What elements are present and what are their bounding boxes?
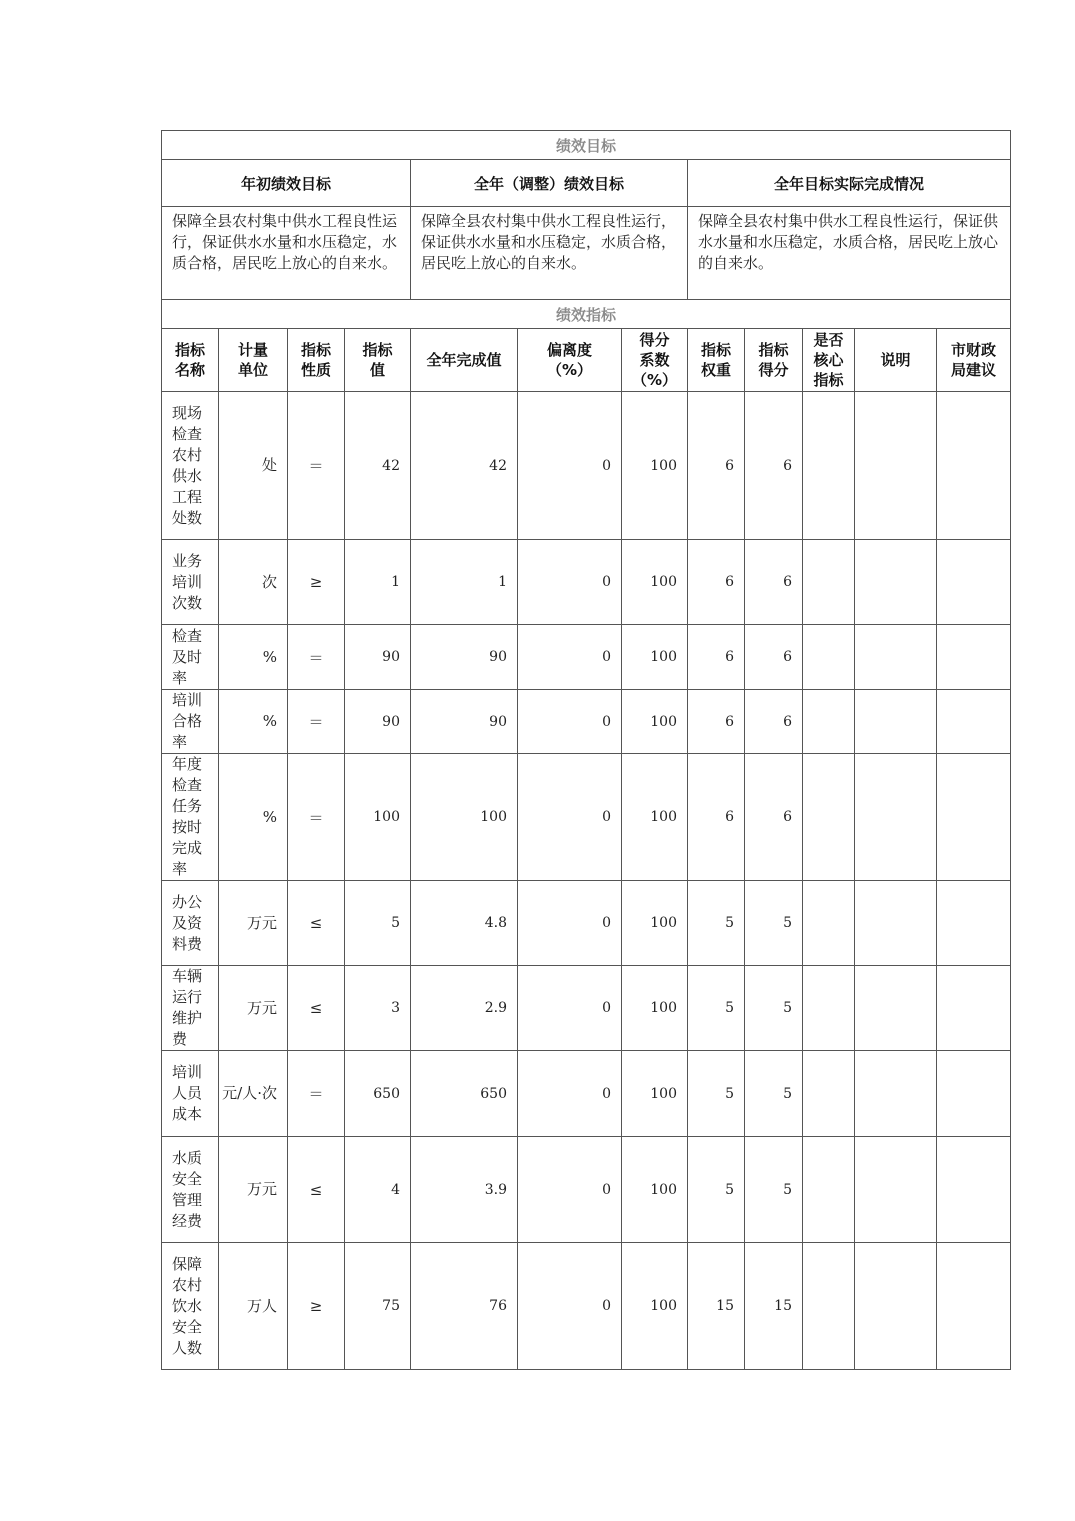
nature-cell: ≤ [288,1137,345,1243]
core-indicator-cell [803,1243,855,1370]
table-row [162,690,1011,754]
column-header-line: 是否 [813,331,844,349]
unit-cell: % [219,690,288,754]
target-value-cell: 90 [345,625,411,690]
score-cell: 6 [745,690,803,754]
target-value-cell: 650 [345,1051,411,1137]
coefficient-cell: 100 [622,392,688,540]
actual-value-cell: 90 [411,690,518,754]
note-cell [855,392,937,540]
indicator-name: 现场检查农村供水工程处数 [162,392,219,540]
column-header-line: 全年完成值 [426,351,502,369]
indicator-name: 车辆运行维护费 [162,966,219,1051]
advice-cell [937,690,1011,754]
nature-cell: ＝ [288,625,345,690]
advice-cell [937,1137,1011,1243]
core-indicator-cell [803,754,855,881]
note-cell [855,1051,937,1137]
column-header-line: 名称 [174,361,205,379]
score-cell: 5 [745,1051,803,1137]
advice-cell [937,754,1011,881]
section-title-indicators: 绩效指标 [162,300,1011,329]
column-header [288,329,345,392]
column-header [745,329,803,392]
nature-cell: ≥ [288,540,345,625]
score-cell: 6 [745,540,803,625]
column-header-line: （%） [631,371,678,389]
indicator-name: 培训人员成本 [162,1051,219,1137]
table-row [162,1051,1011,1137]
weight-cell: 6 [688,540,745,625]
column-header-line: 偏离度 [546,341,592,359]
indicator-name: 保障农村饮水安全人数 [162,1243,219,1370]
column-header-line: 单位 [237,361,268,379]
column-header-line: 权重 [700,361,731,379]
actual-value-cell: 90 [411,625,518,690]
target-value-cell: 75 [345,1243,411,1370]
table-row [162,1137,1011,1243]
unit-cell: 万元 [219,881,288,966]
nature-cell: ≤ [288,881,345,966]
column-header [411,329,518,392]
indicator-name: 培训合格率 [162,690,219,754]
target-value-cell: 4 [345,1137,411,1243]
indicator-name: 办公及资料费 [162,881,219,966]
column-header-line: 说明 [880,351,911,369]
actual-value-cell: 4.8 [411,881,518,966]
coefficient-cell: 100 [622,540,688,625]
column-header-line: 指标 [300,341,331,359]
target-value-cell: 42 [345,392,411,540]
column-header-line: 市财政 [951,341,997,359]
weight-cell: 6 [688,392,745,540]
actual-value-cell: 650 [411,1051,518,1137]
nature-cell: ＝ [288,1051,345,1137]
unit-cell: 万元 [219,1137,288,1243]
column-header [688,329,745,392]
indicator-name: 检查及时率 [162,625,219,690]
core-indicator-cell [803,625,855,690]
coefficient-cell: 100 [622,690,688,754]
score-cell: 5 [745,1137,803,1243]
coefficient-cell: 100 [622,625,688,690]
column-header-line: 得分 [639,331,670,349]
nature-cell: ＝ [288,754,345,881]
column-header-line: 系数 [639,351,670,369]
coefficient-cell: 100 [622,1243,688,1370]
column-header-line: 指标 [758,341,789,359]
score-cell: 5 [745,966,803,1051]
coefficient-cell: 100 [622,1137,688,1243]
column-header [518,329,622,392]
table-row [162,1243,1011,1370]
indicator-name: 业务培训次数 [162,540,219,625]
core-indicator-cell [803,1137,855,1243]
deviation-cell: 0 [518,690,622,754]
weight-cell: 6 [688,754,745,881]
deviation-cell: 0 [518,1243,622,1370]
weight-cell: 6 [688,625,745,690]
column-header-line: 值 [369,361,385,379]
column-header [345,329,411,392]
note-cell [855,754,937,881]
unit-cell: 元/人·次 [219,1051,288,1137]
deviation-cell: 0 [518,966,622,1051]
note-cell [855,1243,937,1370]
performance-table [161,130,1011,1370]
column-header [937,329,1011,392]
actual-value-cell: 3.9 [411,1137,518,1243]
deviation-cell: 0 [518,754,622,881]
goal-header-initial: 年初绩效目标 [162,160,411,207]
note-cell [855,690,937,754]
target-value-cell: 3 [345,966,411,1051]
deviation-cell: 0 [518,1137,622,1243]
indicator-name: 水质安全管理经费 [162,1137,219,1243]
column-header [855,329,937,392]
deviation-cell: 0 [518,540,622,625]
advice-cell [937,966,1011,1051]
column-header-line: （%） [546,361,593,379]
unit-cell: 万元 [219,966,288,1051]
column-header-line: 计量 [237,341,268,359]
note-cell [855,540,937,625]
column-header-line: 核心 [813,351,844,369]
weight-cell: 5 [688,881,745,966]
target-value-cell: 90 [345,690,411,754]
table-row [162,881,1011,966]
column-header [803,329,855,392]
nature-cell: ＝ [288,690,345,754]
section-title-goals: 绩效目标 [162,131,1011,160]
core-indicator-cell [803,690,855,754]
unit-cell: 处 [219,392,288,540]
column-header-line: 指标 [813,371,844,389]
column-header-line: 指标 [362,341,393,359]
weight-cell: 6 [688,690,745,754]
goal-header-actual: 全年目标实际完成情况 [688,160,1011,207]
core-indicator-cell [803,1051,855,1137]
table-row [162,625,1011,690]
advice-cell [937,881,1011,966]
weight-cell: 15 [688,1243,745,1370]
nature-cell: ＝ [288,392,345,540]
table-row [162,540,1011,625]
note-cell [855,881,937,966]
coefficient-cell: 100 [622,754,688,881]
weight-cell: 5 [688,966,745,1051]
indicator-name: 年度检查任务按时完成率 [162,754,219,881]
score-cell: 6 [745,754,803,881]
actual-value-cell: 1 [411,540,518,625]
column-header [622,329,688,392]
score-cell: 15 [745,1243,803,1370]
score-cell: 6 [745,392,803,540]
core-indicator-cell [803,540,855,625]
table-row [162,966,1011,1051]
unit-cell: % [219,754,288,881]
column-header-row [162,329,1011,392]
coefficient-cell: 100 [622,966,688,1051]
coefficient-cell: 100 [622,1051,688,1137]
deviation-cell: 0 [518,1051,622,1137]
advice-cell [937,1051,1011,1137]
weight-cell: 5 [688,1051,745,1137]
core-indicator-cell [803,392,855,540]
nature-cell: ≤ [288,966,345,1051]
actual-value-cell: 76 [411,1243,518,1370]
goal-header-adjusted: 全年（调整）绩效目标 [411,160,688,207]
note-cell [855,1137,937,1243]
core-indicator-cell [803,881,855,966]
score-cell: 6 [745,625,803,690]
deviation-cell: 0 [518,625,622,690]
column-header [162,329,219,392]
actual-value-cell: 100 [411,754,518,881]
note-cell [855,966,937,1051]
goal-text-initial: 保障全县农村集中供水工程良性运行，保证供水水量和水压稳定，水质合格，居民吃上放心的自来水。 [162,207,411,300]
coefficient-cell: 100 [622,881,688,966]
target-value-cell: 1 [345,540,411,625]
table-row [162,754,1011,881]
table-row [162,392,1011,540]
advice-cell [937,392,1011,540]
column-header-line: 指标 [174,341,205,359]
goal-text-adjusted: 保障全县农村集中供水工程良性运行，保证供水水量和水压稳定，水质合格，居民吃上放心的自来水。 [411,207,688,300]
target-value-cell: 100 [345,754,411,881]
note-cell [855,625,937,690]
column-header-line: 局建议 [951,361,997,379]
target-value-cell: 5 [345,881,411,966]
unit-cell: 万人 [219,1243,288,1370]
advice-cell [937,625,1011,690]
column-header [219,329,288,392]
actual-value-cell: 42 [411,392,518,540]
unit-cell: % [219,625,288,690]
deviation-cell: 0 [518,392,622,540]
core-indicator-cell [803,966,855,1051]
column-header-line: 指标 [700,341,731,359]
weight-cell: 5 [688,1137,745,1243]
column-header-line: 性质 [300,361,331,379]
advice-cell [937,540,1011,625]
deviation-cell: 0 [518,881,622,966]
score-cell: 5 [745,881,803,966]
actual-value-cell: 2.9 [411,966,518,1051]
goal-text-actual: 保障全县农村集中供水工程良性运行，保证供水水量和水压稳定，水质合格，居民吃上放心的自来水。 [688,207,1011,300]
nature-cell: ≥ [288,1243,345,1370]
advice-cell [937,1243,1011,1370]
column-header-line: 得分 [758,361,789,379]
unit-cell: 次 [219,540,288,625]
